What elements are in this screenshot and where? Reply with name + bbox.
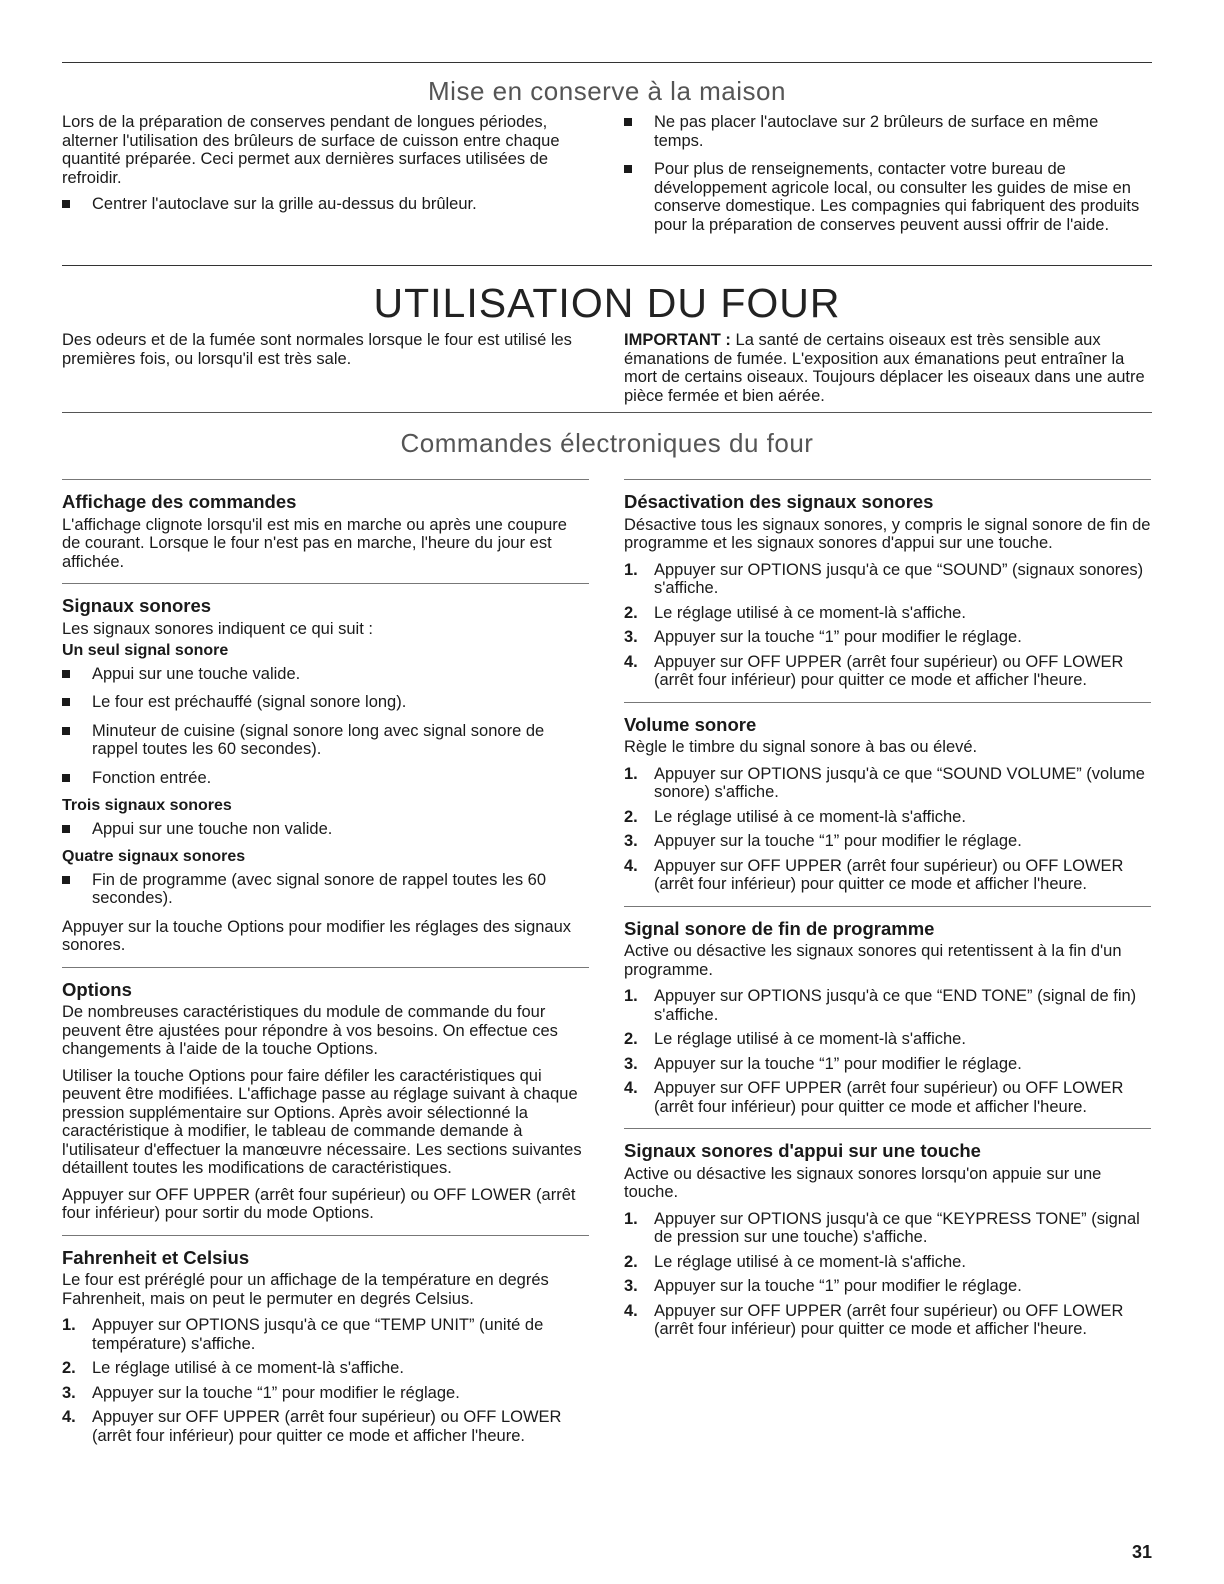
list-item: Fonction entrée. [62, 769, 589, 788]
step-item [624, 1079, 1151, 1116]
step-item [624, 653, 1151, 690]
options-paragraph: Utiliser la touche Options pour faire défiler les caractéristiques qui peuvent être modifiées. L'affichage passe au réglage suivant à chaque pression supplémentaire sur Options. Après avoir sélectionné la caractéristique à modifier, le tableau de commande demande à l'utilisateur d'effectuer la manœuvre nécessaire. Les sections suivantes détaillent toutes les modifications de caractéristiques. [62, 1066, 582, 1177]
tones-outro: Appuyer sur la touche Options pour modifier les réglages des signaux sonores. [62, 917, 572, 954]
list-item: Appui sur une touche non valide. [62, 820, 589, 839]
top-rule [62, 62, 1152, 63]
step-text: Le réglage utilisé à ce moment-là s'affiche. [654, 1030, 966, 1048]
important-text: La santé de certains oiseaux est très sensible aux émanations de fumée. L'exposition aux émanations peut entraîner la mort de certains oiseaux. Toujours déplacer les oiseaux dans une autre pièce fermée et bien aérée. [624, 331, 1145, 405]
step-text: Appuyer sur OPTIONS jusqu'à ce que “SOUND VOLUME” (volume sonore) s'affiche. [654, 764, 1145, 801]
controls-right-column [624, 479, 1151, 1347]
step-text: Appuyer sur OPTIONS jusqu'à ce que “TEMP UNIT” (unité de température) s'affiche. [92, 1316, 544, 1353]
list-item: Centrer l'autoclave sur la grille au-dessus du brûleur. [62, 195, 562, 214]
step-text: Le réglage utilisé à ce moment-là s'affiche. [654, 603, 966, 622]
sound-off-section [624, 479, 1151, 690]
list-item: Minuteur de cuisine (signal sonore long avec signal sonore de rappel toutes les 60 secondes). [62, 722, 589, 759]
section-rule [62, 412, 1152, 413]
step-text: Appuyer sur la touche “1” pour modifier le réglage. [654, 1277, 1022, 1295]
important-note [624, 331, 1152, 405]
one-tone-list [62, 665, 589, 788]
list-item: Appui sur une touche valide. [62, 665, 589, 684]
step-item [624, 765, 1151, 802]
sound-off-heading: Désactivation des signaux sonores [624, 491, 934, 512]
step-text: Appuyer sur la touche “1” pour modifier le réglage. [92, 1383, 460, 1402]
step-item [624, 1302, 1151, 1339]
end-tone-heading: Signal sonore de fin de programme [624, 917, 935, 939]
step-item [624, 832, 1151, 851]
oven-use-right-column [624, 331, 1152, 413]
tones-section [62, 583, 589, 955]
list-item: Ne pas placer l'autoclave sur 2 brûleurs de surface en même temps. [624, 113, 1152, 150]
step-number: 3. [62, 1383, 76, 1402]
step-number: 2. [62, 1359, 76, 1377]
step-text: Appuyer sur OPTIONS jusqu'à ce que “SOUND” (signaux sonores) s'affiche. [654, 560, 1144, 597]
sound-off-text: Désactive tous les signaux sonores, y compris le signal sonore de fin de programme et les signaux sonores d'appui sur une touche. [624, 515, 1151, 552]
step-text: Appuyer sur OPTIONS jusqu'à ce que “END TONE” (signal de fin) s'affiche. [654, 987, 1137, 1024]
end-tone-text: Active ou désactive les signaux sonores qui retentissent à la fin d'un programme. [624, 942, 1122, 979]
display-section [62, 479, 589, 571]
step-text: Le réglage utilisé à ce moment-là s'affiche. [92, 1359, 404, 1377]
options-heading: Options [62, 978, 132, 1000]
step-number: 2. [624, 807, 638, 826]
sound-off-steps [624, 561, 1151, 690]
list-item: Fin de programme (avec signal sonore de rappel toutes les 60 secondes). [62, 871, 589, 908]
step-text: Appuyer sur OFF UPPER (arrêt four supérieur) ou OFF LOWER (arrêt four inférieur) pour quitter ce mode et afficher l'heure. [654, 1079, 1124, 1116]
list-item: Pour plus de renseignements, contacter votre bureau de développement agricole local, ou consulter les guides de mise en conserve domestique. Les compagnies qui fabriquent des produits pour la préparation de conserves peuvent aussi offrir de l'aide. [624, 160, 1152, 234]
step-item [624, 857, 1151, 894]
step-item [62, 1359, 589, 1378]
step-number: 4. [624, 1301, 638, 1320]
step-item [624, 1277, 1151, 1296]
step-text: Appuyer sur la touche “1” pour modifier le réglage. [654, 628, 1022, 646]
canning-left-column [62, 113, 562, 224]
three-tones-heading: Trois signaux sonores [62, 797, 232, 814]
volume-text: Règle le timbre du signal sonore à bas ou élevé. [624, 738, 978, 756]
section-rule [62, 265, 1152, 266]
keypress-text: Active ou désactive les signaux sonores lorsqu'on appuie sur une touche. [624, 1164, 1102, 1201]
step-number: 1. [624, 764, 638, 783]
step-number: 4. [62, 1408, 76, 1426]
options-section [62, 967, 589, 1223]
step-number: 4. [624, 1079, 638, 1097]
page-number: 31 [1131, 1542, 1152, 1562]
step-item [624, 1055, 1151, 1074]
step-text: Appuyer sur OFF UPPER (arrêt four supérieur) ou OFF LOWER (arrêt four inférieur) pour quitter ce mode et afficher l'heure. [92, 1408, 562, 1445]
step-text: Le réglage utilisé à ce moment-là s'affiche. [654, 1252, 966, 1271]
step-number: 3. [624, 832, 638, 850]
options-paragraph: Appuyer sur OFF UPPER (arrêt four supérieur) ou OFF LOWER (arrêt four inférieur) pour sortir du mode Options. [62, 1185, 576, 1222]
oven-use-left-column [62, 331, 592, 376]
step-number: 1. [62, 1316, 76, 1334]
step-text: Le réglage utilisé à ce moment-là s'affiche. [654, 807, 966, 826]
display-text: L'affichage clignote lorsqu'il est mis en marche ou après une coupure de courant. Lorsque le four n'est pas en marche, l'heure du jour est affichée. [62, 515, 567, 571]
tones-heading: Signaux sonores [62, 595, 212, 616]
keypress-steps [624, 1210, 1151, 1339]
step-text: Appuyer sur la touche “1” pour modifier le réglage. [654, 1054, 1022, 1073]
step-item [62, 1316, 589, 1353]
canning-right-column [624, 113, 1152, 244]
volume-steps [624, 765, 1151, 894]
step-number: 3. [624, 1054, 638, 1073]
one-tone-heading: Un seul signal sonore [62, 642, 229, 659]
four-tones-heading: Quatre signaux sonores [62, 848, 246, 865]
four-tones-list [62, 871, 589, 908]
end-tone-section [624, 906, 1151, 1117]
step-number: 2. [624, 1030, 638, 1048]
step-text: Appuyer sur OFF UPPER (arrêt four supérieur) ou OFF LOWER (arrêt four inférieur) pour quitter ce mode et afficher l'heure. [654, 652, 1124, 689]
step-number: 2. [624, 603, 638, 622]
step-item [624, 1030, 1151, 1049]
step-number: 2. [624, 1252, 638, 1271]
step-number: 3. [624, 1277, 638, 1295]
fahrenheit-section [62, 1235, 589, 1446]
keypress-section [624, 1128, 1151, 1339]
step-text: Appuyer sur OFF UPPER (arrêt four supérieur) ou OFF LOWER (arrêt four inférieur) pour quitter ce mode et afficher l'heure. [654, 856, 1124, 893]
fahrenheit-steps [62, 1316, 589, 1445]
fahrenheit-heading: Fahrenheit et Celsius [62, 1246, 250, 1268]
options-paragraph: De nombreuses caractéristiques du module de commande du four peuvent être ajustées pour répondre à vos besoins. On effectue ces changements à l'aide de la touche Options. [62, 1003, 558, 1058]
step-item [624, 987, 1151, 1024]
display-heading: Affichage des commandes [62, 491, 297, 512]
step-text: Appuyer sur OPTIONS jusqu'à ce que “KEYPRESS TONE” (signal de pression sur une touche) s'affiche. [654, 1209, 1140, 1246]
step-item [62, 1384, 589, 1403]
important-label: IMPORTANT : [624, 331, 731, 349]
step-item [624, 808, 1151, 827]
fahrenheit-text: Le four est préréglé pour un affichage de la température en degrés Fahrenheit, mais on peut le permuter en degrés Celsius. [62, 1271, 549, 1308]
step-item [624, 628, 1151, 647]
step-number: 3. [624, 628, 638, 646]
step-number: 1. [624, 1209, 638, 1228]
canning-title: Mise en conserve à la maison [428, 76, 786, 106]
canning-intro: Lors de la préparation de conserves pendant de longues périodes, alterner l'utilisation des brûleurs de surface de cuisson entre chaque quantité préparée. Ceci permet aux dernières surfaces utilisées de refroidir. [62, 113, 560, 187]
step-number: 4. [624, 856, 638, 875]
oven-use-title: UTILISATION DU FOUR [373, 280, 841, 326]
step-item [624, 604, 1151, 623]
controls-title: Commandes électroniques du four [400, 428, 814, 458]
step-text: Appuyer sur OFF UPPER (arrêt four supérieur) ou OFF LOWER (arrêt four inférieur) pour quitter ce mode et afficher l'heure. [654, 1301, 1124, 1338]
volume-heading: Volume sonore [624, 713, 757, 735]
tones-intro: Les signaux sonores indiquent ce qui suit : [62, 619, 373, 638]
list-item: Le four est préchauffé (signal sonore long). [62, 693, 589, 712]
three-tones-list [62, 820, 589, 839]
document-page [62, 0, 1152, 1584]
step-item [624, 1210, 1151, 1247]
oven-use-intro: Des odeurs et de la fumée sont normales lorsque le four est utilisé les premières fois, ou lorsqu'il est très sale. [62, 331, 572, 368]
step-number: 1. [624, 560, 638, 579]
step-number: 1. [624, 987, 638, 1005]
end-tone-steps [624, 987, 1151, 1116]
step-item [624, 561, 1151, 598]
keypress-heading: Signaux sonores d'appui sur une touche [624, 1140, 981, 1161]
controls-left-column [62, 479, 589, 1453]
step-number: 4. [624, 652, 638, 671]
step-item [624, 1253, 1151, 1272]
canning-right-bullets [624, 113, 1152, 234]
volume-section [624, 702, 1151, 894]
canning-left-bullets [62, 195, 562, 214]
step-text: Appuyer sur la touche “1” pour modifier le réglage. [654, 832, 1022, 850]
step-item [62, 1408, 589, 1445]
